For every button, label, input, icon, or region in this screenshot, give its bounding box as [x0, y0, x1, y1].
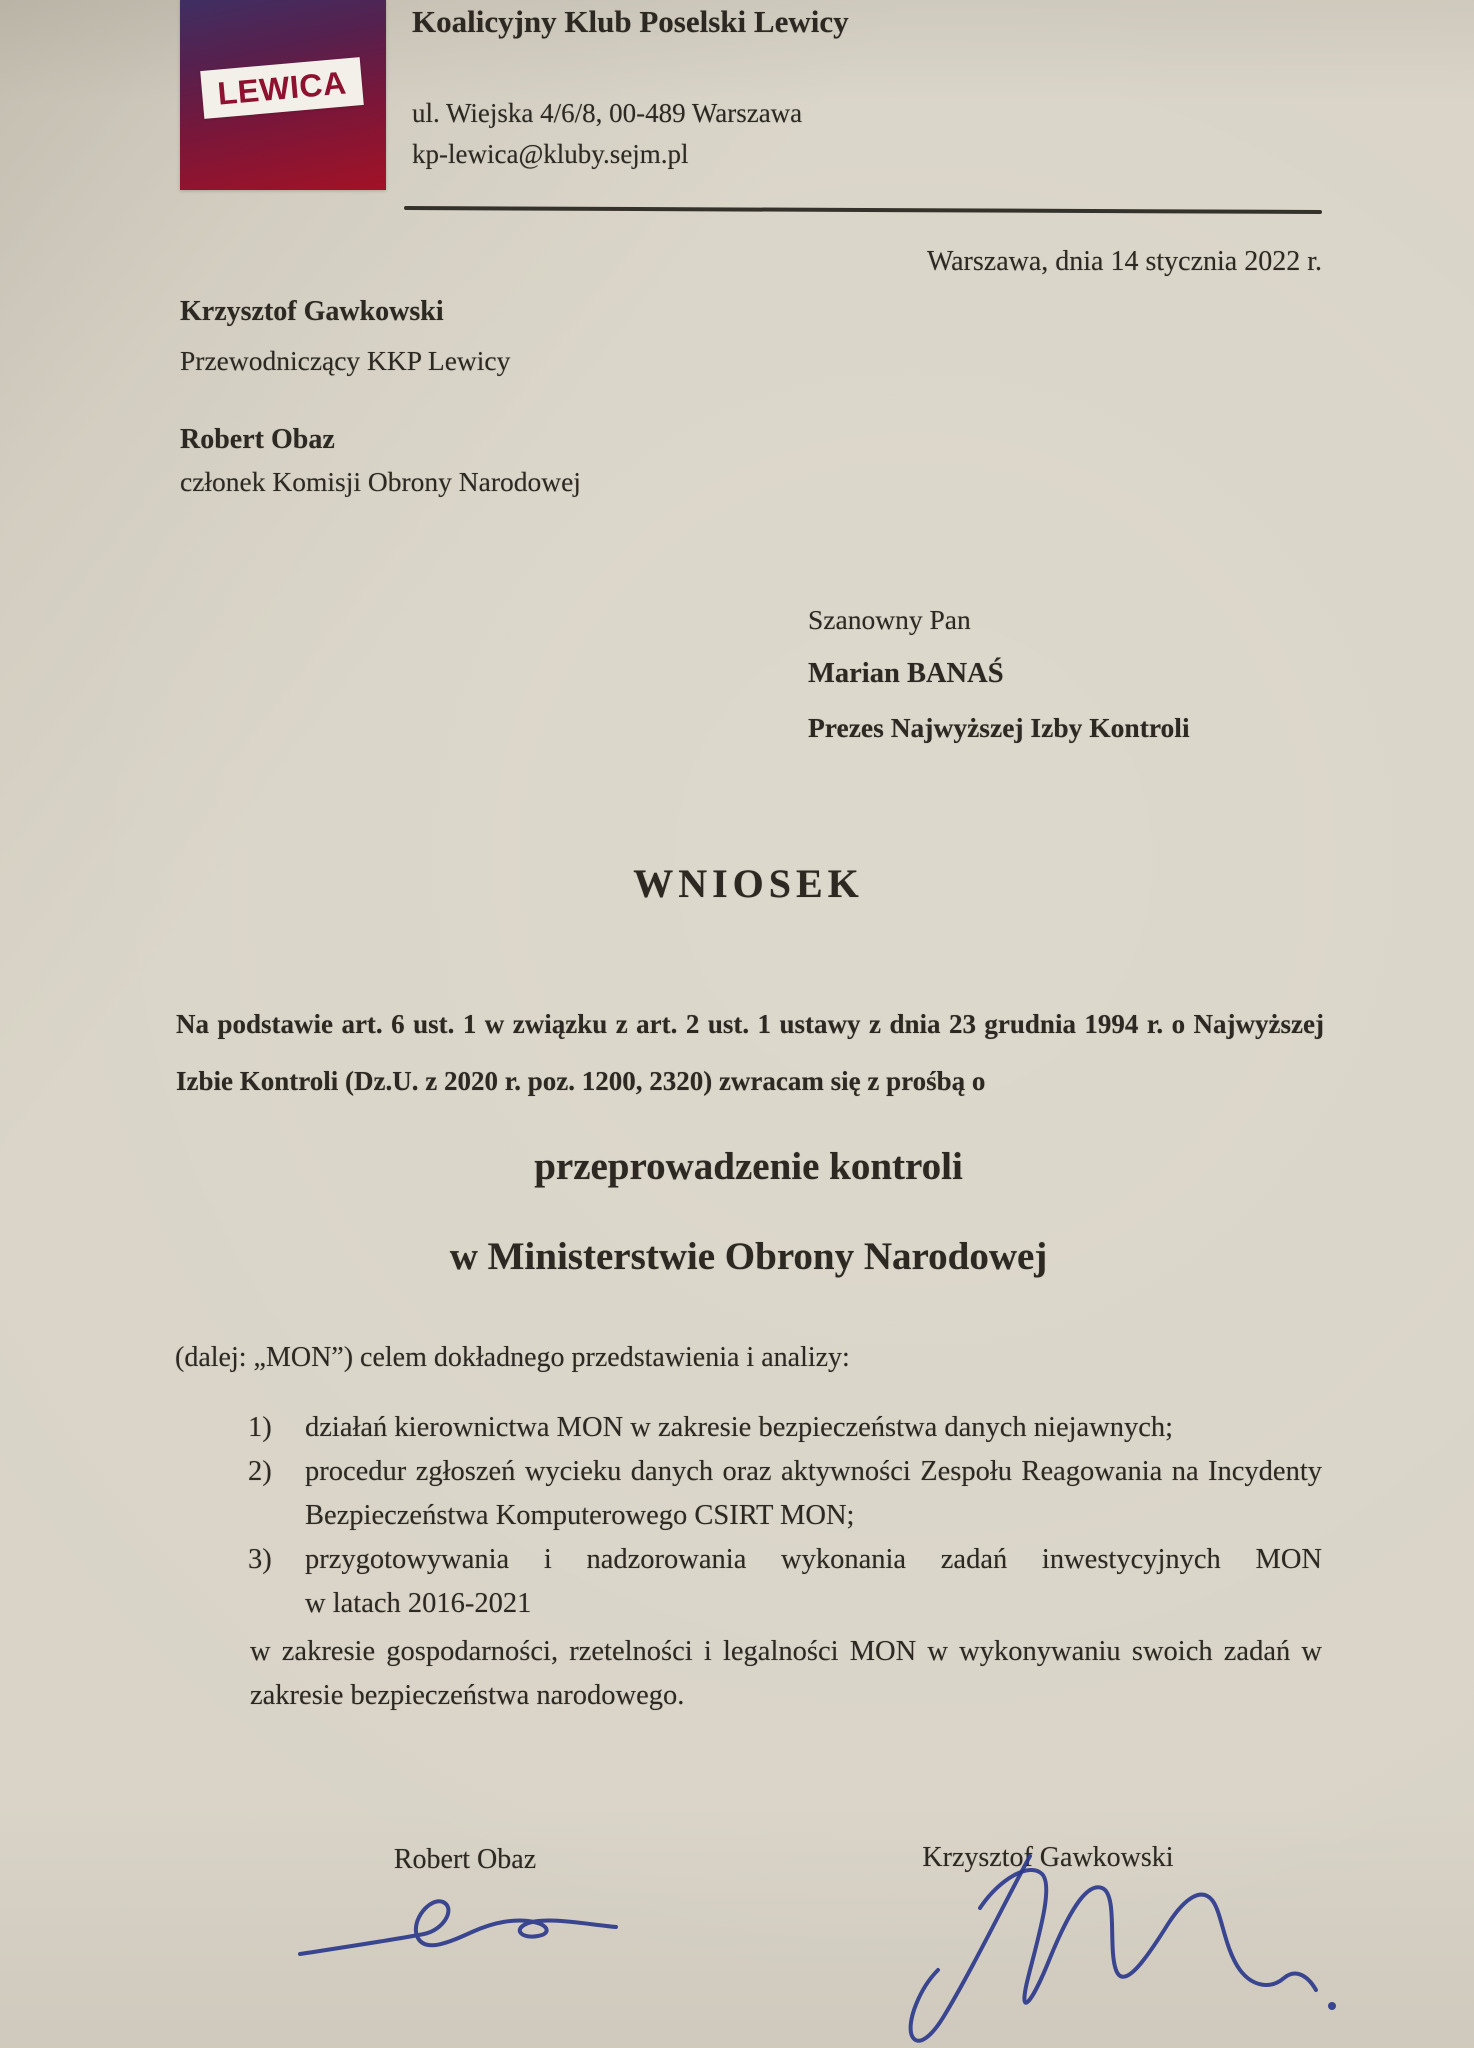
org-name: Koalicyjny Klub Poselski Lewicy — [412, 4, 849, 39]
list-item-text: przygotowywania i nadzorowania wykonania zadań inwestycyjnych MON w latach 2016-2021 — [305, 1544, 1322, 1619]
lewica-logo-badge — [200, 57, 364, 119]
document-title: WNIOSEK — [633, 861, 864, 906]
legal-basis-paragraph: Na podstawie art. 6 ust. 1 w związku z art. 2 ust. 1 ustawy z dnia 23 grudnia 1994 r. o Najwyższej Izbie Kontroli (Dz.U. z 2020 r. poz. 1200, 2320) zwracam się z prośbą o — [176, 1009, 1324, 1096]
signature-name-krzysztof-gawkowski: Krzysztof Gawkowski — [922, 1842, 1174, 1873]
request-title-line-1: przeprowadzenie kontroli — [534, 1145, 963, 1188]
request-list — [248, 1406, 1322, 1626]
request-title-line-2: w Ministerstwie Obrony Narodowej — [449, 1235, 1048, 1278]
lewica-logo-text: LEWICA — [216, 63, 348, 112]
closing-paragraph: w zakresie gospodarności, rzetelności i legalności MON w wykonywaniu swoich zadań w zakresie bezpieczeństwa narodowego. — [250, 1636, 1322, 1711]
list-item-marker: 1) — [248, 1412, 272, 1443]
list-item-text: działań kierownictwa MON w zakresie bezpieczeństwa danych niejawnych; — [305, 1412, 1174, 1443]
recipient-name: Marian BANAŚ — [808, 658, 1004, 689]
recipient-salutation: Szanowny Pan — [808, 604, 971, 635]
krzysztof-gawkowski-signature — [880, 1848, 1350, 2048]
lewica-logo — [180, 0, 386, 190]
list-item-marker: 3) — [248, 1544, 272, 1575]
robert-obaz-signature — [292, 1872, 622, 1972]
list-intro: (dalej: „MON”) celem dokładnego przedstawienia i analizy: — [175, 1342, 850, 1373]
header-divider — [404, 206, 1322, 214]
list-item — [248, 1406, 1322, 1450]
org-address: ul. Wiejska 4/6/8, 00-489 Warszawa — [412, 98, 803, 128]
signature-name-robert-obaz: Robert Obaz — [393, 1844, 537, 1875]
list-item — [248, 1538, 1322, 1626]
dateline: Warszawa, dnia 14 stycznia 2022 r. — [926, 246, 1322, 277]
list-item-marker: 2) — [248, 1456, 272, 1487]
sender-name-robert-obaz: Robert Obaz — [180, 424, 335, 455]
list-item-text: procedur zgłoszeń wycieku danych oraz aktywności Zespołu Reagowania na Incydenty Bezpieczeństwa Komputerowego CSIRT MON; — [305, 1456, 1322, 1531]
sender-name-krzysztof-gawkowski: Krzysztof Gawkowski — [180, 296, 444, 327]
sender-title-robert-obaz: członek Komisji Obrony Narodowej — [180, 466, 581, 497]
sender-title-krzysztof-gawkowski: Przewodniczący KKP Lewicy — [180, 345, 511, 376]
list-item — [248, 1450, 1322, 1538]
org-email: kp-lewica@kluby.sejm.pl — [412, 139, 689, 169]
recipient-title: Prezes Najwyższej Izby Kontroli — [808, 712, 1190, 743]
